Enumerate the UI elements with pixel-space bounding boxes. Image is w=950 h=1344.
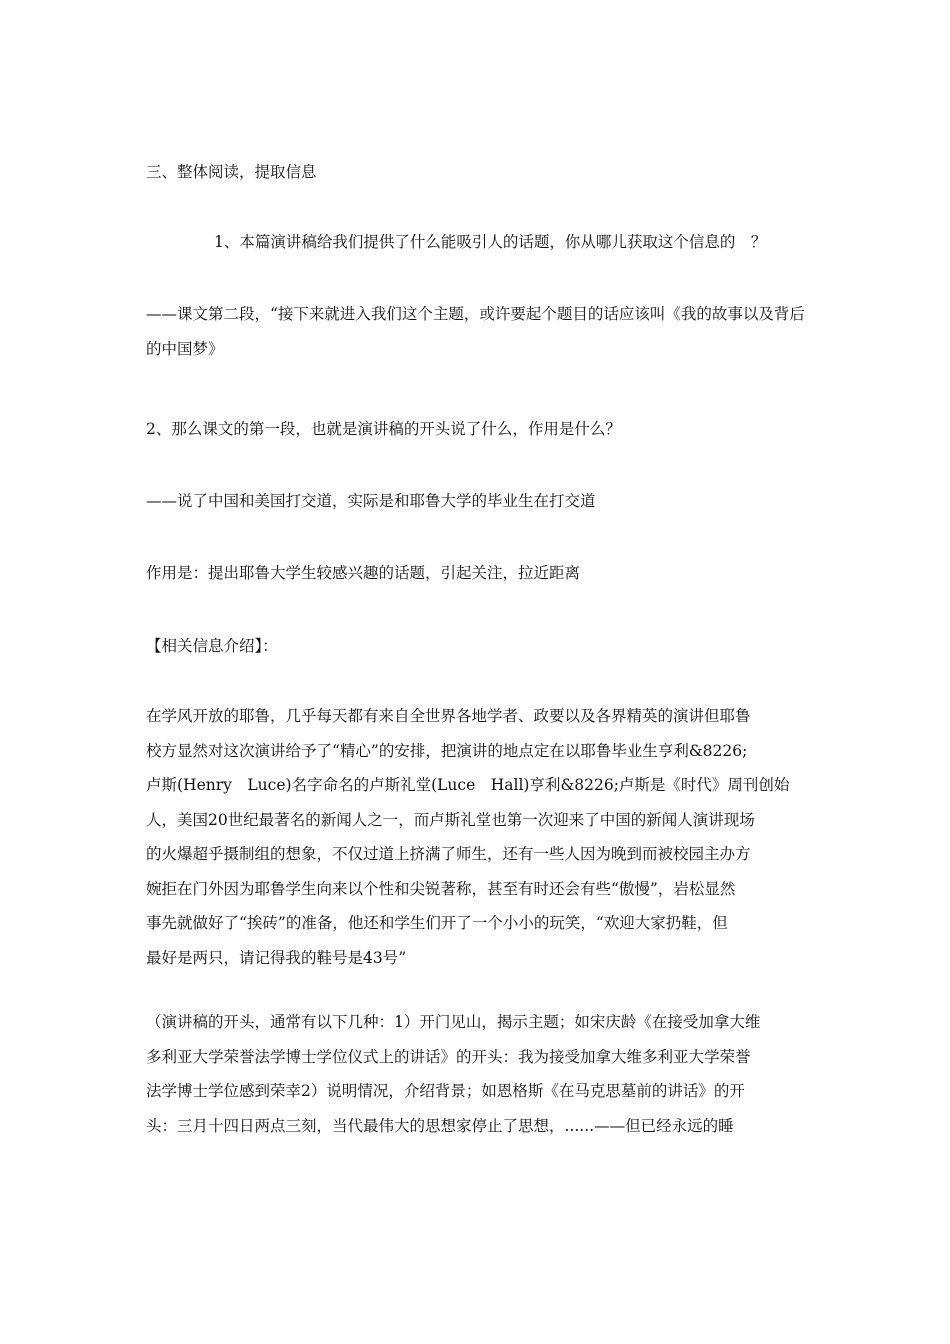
opening-line: 法学博士学位感到荣幸2）说明情况，介绍背景；如恩格斯《在马克思墓前的讲话》的开 xyxy=(146,1082,745,1100)
answer-2: ——说了中国和美国打交道，实际是和耶鲁大学的毕业生在打交道 xyxy=(146,492,596,510)
section-heading: 三、整体阅读，提取信息 xyxy=(146,163,317,181)
info-line: 最好是两只，请记得我的鞋号是43号” xyxy=(146,949,407,967)
info-line: 的火爆超乎摄制组的想象，不仅过道上挤满了师生，还有一些人因为晚到而被校园主办方 xyxy=(146,845,751,863)
info-heading: 【相关信息介绍】： xyxy=(146,637,278,655)
opening-line: 多利亚大学荣誉法学博士学位仪式上的讲话》的开头：我为接受加拿大维多利亚大学荣誉 xyxy=(146,1048,751,1066)
info-line: 事先就做好了“挨砖”的准备，他还和学生们开了一个小小的玩笑，“欢迎大家扔鞋，但 xyxy=(146,914,728,932)
info-line: 卢斯(Henry Luce)名字命名的卢斯礼堂(Luce Hall)亨利&8226;卢斯是《时代》周刊创始 xyxy=(146,776,790,794)
question-2: 2、那么课文的第一段，也就是演讲稿的开头说了什么，作用是什么？ xyxy=(146,420,621,438)
info-line: 婉拒在门外因为耶鲁学生向来以个性和尖锐著称，甚至有时还会有些“傲慢”，岩松显然 xyxy=(146,880,736,898)
effect-statement: 作用是：提出耶鲁大学生较感兴趣的话题，引起关注，拉近距离 xyxy=(146,564,581,582)
opening-line: （演讲稿的开头，通常有以下几种：1）开门见山，揭示主题；如宋庆龄《在接受加拿大维 xyxy=(146,1013,761,1031)
opening-line: 头：三月十四日两点三刻，当代最伟大的思想家停止了思想，......——但已经永远的睡 xyxy=(146,1117,734,1135)
info-line: 人，美国20世纪最著名的新闻人之一，而卢斯礼堂也第一次迎来了中国的新闻人演讲现场 xyxy=(146,811,755,829)
info-line: 在学风开放的耶鲁，几乎每天都有来自全世界各地学者、政要以及各界精英的演讲但耶鲁 xyxy=(146,707,751,725)
info-line: 校方显然对这次演讲给予了“精心”的安排，把演讲的地点定在以耶鲁毕业生亨利&8226; xyxy=(146,742,748,760)
question-1: 1、本篇演讲稿给我们提供了什么能吸引人的话题，你从哪儿获取这个信息的 ？ xyxy=(214,233,767,251)
answer-1: ——课文第二段，“接下来就进入我们这个主题，或许要起个题目的话应该叫《我的故事以及背后的中国梦》 xyxy=(146,305,805,358)
